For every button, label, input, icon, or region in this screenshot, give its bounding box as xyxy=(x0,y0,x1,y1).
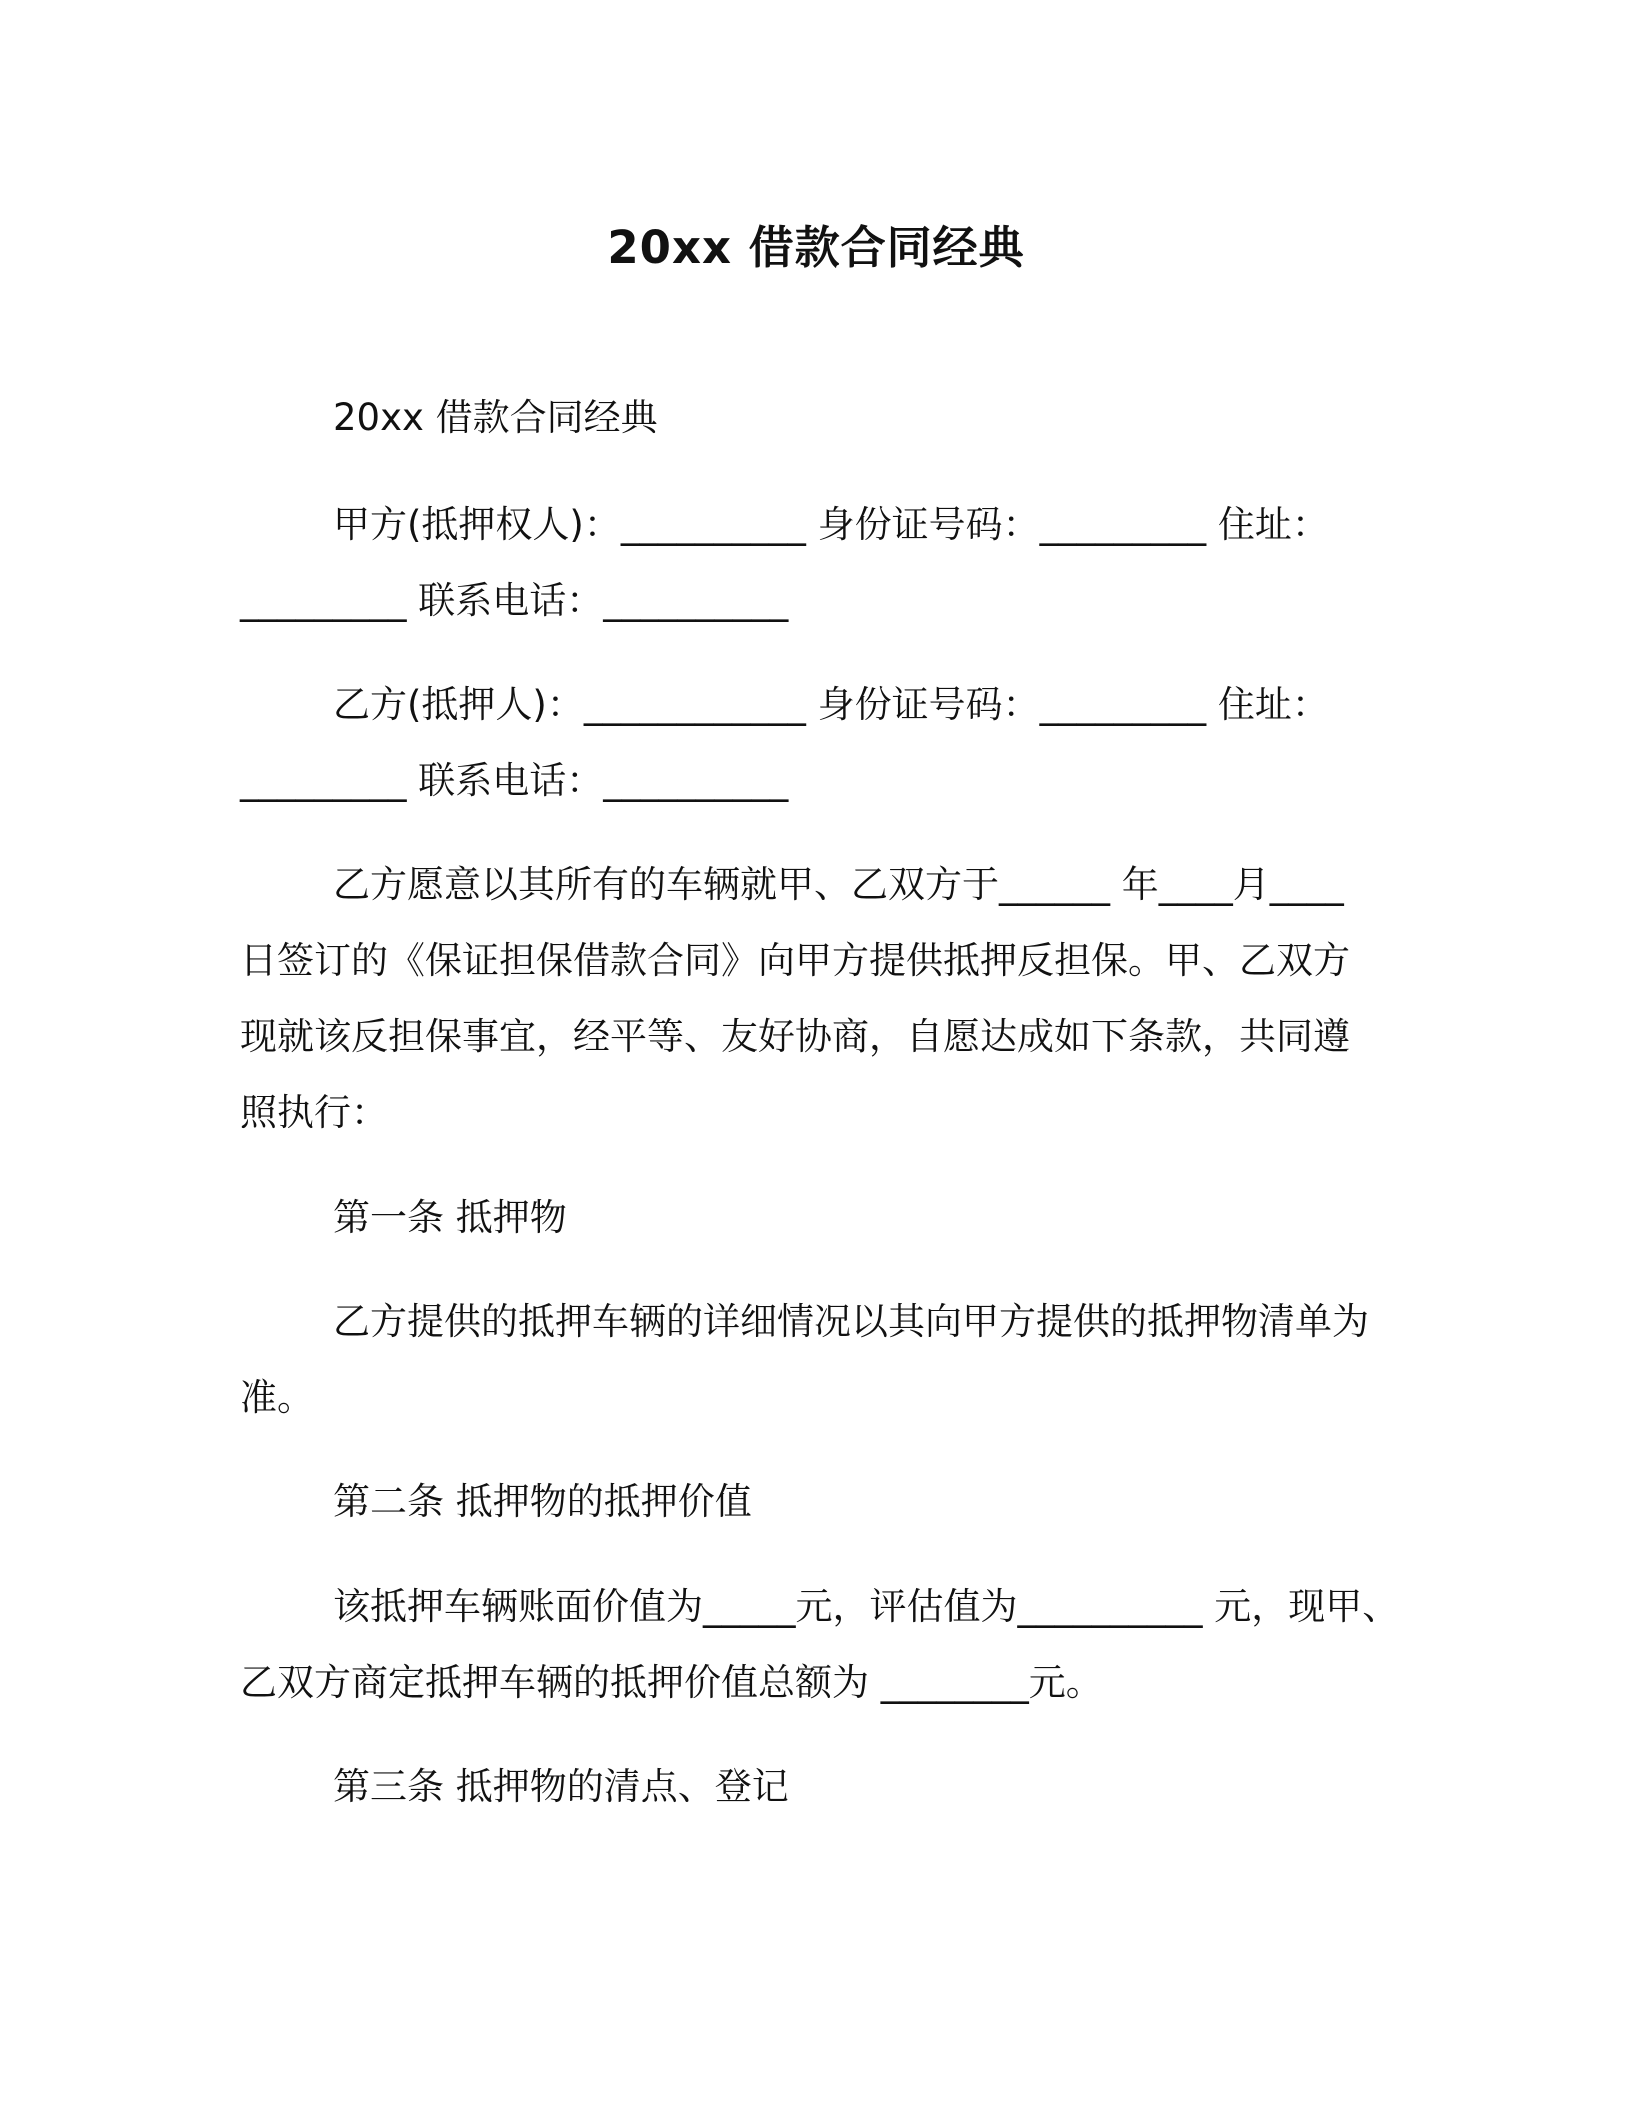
party-b-line-2: _________ 联系电话：__________ xyxy=(240,759,789,802)
article-1-line-1: 乙方提供的抵押车辆的详细情况以其向甲方提供的抵押物清单为 xyxy=(333,1300,1369,1343)
intro-line-3: 现就该反担保事宜，经平等、友好协商，自愿达成如下条款，共同遵 xyxy=(240,1015,1350,1058)
intro-line-2: 日签订的《保证担保借款合同》向甲方提供抵押反担保。甲、乙双方 xyxy=(240,939,1350,982)
party-a-line-2: _________ 联系电话：__________ xyxy=(240,579,789,622)
article-2-line-1: 该抵押车辆账面价值为_____元，评估值为__________ 元，现甲、 xyxy=(333,1585,1400,1628)
article-2-line-2: 乙双方商定抵押车辆的抵押价值总额为 ________元。 xyxy=(240,1661,1103,1704)
party-a-line-1: 甲方(抵押权人)：__________ 身份证号码：_________ 住址： xyxy=(333,503,1329,546)
intro-line-1: 乙方愿意以其所有的车辆就甲、乙双方于______ 年____月____ xyxy=(333,863,1344,906)
intro-line-4: 照执行： xyxy=(240,1091,388,1134)
document-title: 20xx 借款合同经典 xyxy=(607,221,1025,274)
document-subtitle: 20xx 借款合同经典 xyxy=(333,396,658,439)
article-1-heading: 第一条 抵押物 xyxy=(333,1196,567,1239)
party-b-line-1: 乙方(抵押人)：____________ 身份证号码：_________ 住址： xyxy=(333,683,1329,726)
article-3-heading: 第三条 抵押物的清点、登记 xyxy=(333,1765,789,1808)
article-1-line-2: 准。 xyxy=(240,1376,314,1419)
article-2-heading: 第二条 抵押物的抵押价值 xyxy=(333,1480,752,1523)
